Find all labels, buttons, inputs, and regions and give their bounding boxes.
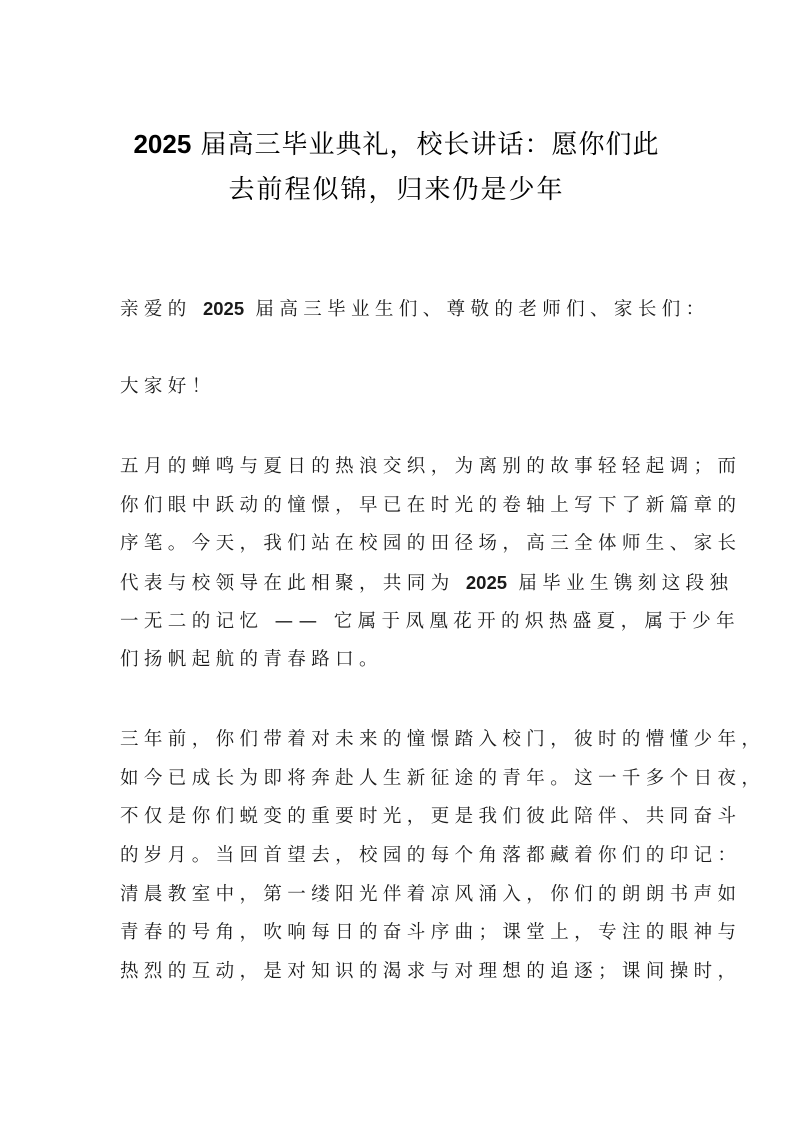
- greeting-line: 大家好！: [120, 376, 216, 397]
- salutation-pre: 亲爱的: [120, 299, 203, 320]
- salutation-post: 届高三毕业生们、尊敬的老师们、家长们：: [244, 299, 710, 320]
- paragraph-line: 们扬帆起航的青春路口。: [120, 649, 383, 671]
- paragraph-line: 不仅是你们蜕变的重要时光，更是我们彼此陪伴、共同奋斗: [120, 806, 742, 828]
- paragraph-line: 青春的号角，吹响每日的奋斗序曲；课堂上，专注的眼神与: [120, 922, 742, 944]
- salutation-line: [120, 290, 710, 329]
- title-year: 2025: [133, 129, 192, 159]
- paragraph-line: 热烈的互动，是对知识的渴求与对理想的追逐；课间操时，: [120, 961, 742, 983]
- paragraph-1: [120, 448, 742, 680]
- paragraph-line: 五月的蝉鸣与夏日的热浪交织，为离别的故事轻轻起调；而: [120, 456, 742, 477]
- line-pre: 代表与校领导在此相聚，共同为: [120, 573, 466, 595]
- title-text-1: 届高三毕业典礼，校长讲话：愿你们此: [191, 130, 660, 160]
- paragraph-line: 如今已成长为即将奔赴人生新征途的青年。这一千多个日夜，: [120, 767, 766, 789]
- paragraph-line: 的岁月。当回首望去，校园的每个角落都藏着你们的印记：: [120, 845, 742, 867]
- document-title-line-2: 去前程似锦，归来仍是少年: [228, 175, 565, 205]
- paragraph-line: 三年前，你们带着对未来的憧憬踏入校门，彼时的懵懂少年，: [120, 729, 766, 750]
- document-title-line-1: [60, 119, 733, 170]
- greeting: [120, 368, 676, 407]
- line-post: 届毕业生镌刻这段独: [507, 573, 734, 595]
- paragraph-line: 序笔。今天，我们站在校园的田径场，高三全体师生、家长: [120, 533, 742, 555]
- paragraph-line: [120, 564, 734, 603]
- paragraph-line: 一无二的记忆 —— 它属于凤凰花开的炽热盛夏，属于少年: [120, 610, 741, 632]
- salutation-year: 2025: [202, 298, 245, 319]
- line-year: 2025: [465, 572, 508, 594]
- paragraph-line: 你们眼中跃动的憧憬，早已在时光的卷轴上写下了新篇章的: [120, 494, 742, 516]
- salutation: [120, 290, 710, 329]
- paragraph-line: 清晨教室中，第一缕阳光伴着凉风涌入，你们的朗朗书声如: [120, 883, 742, 905]
- paragraph-2: [120, 721, 766, 992]
